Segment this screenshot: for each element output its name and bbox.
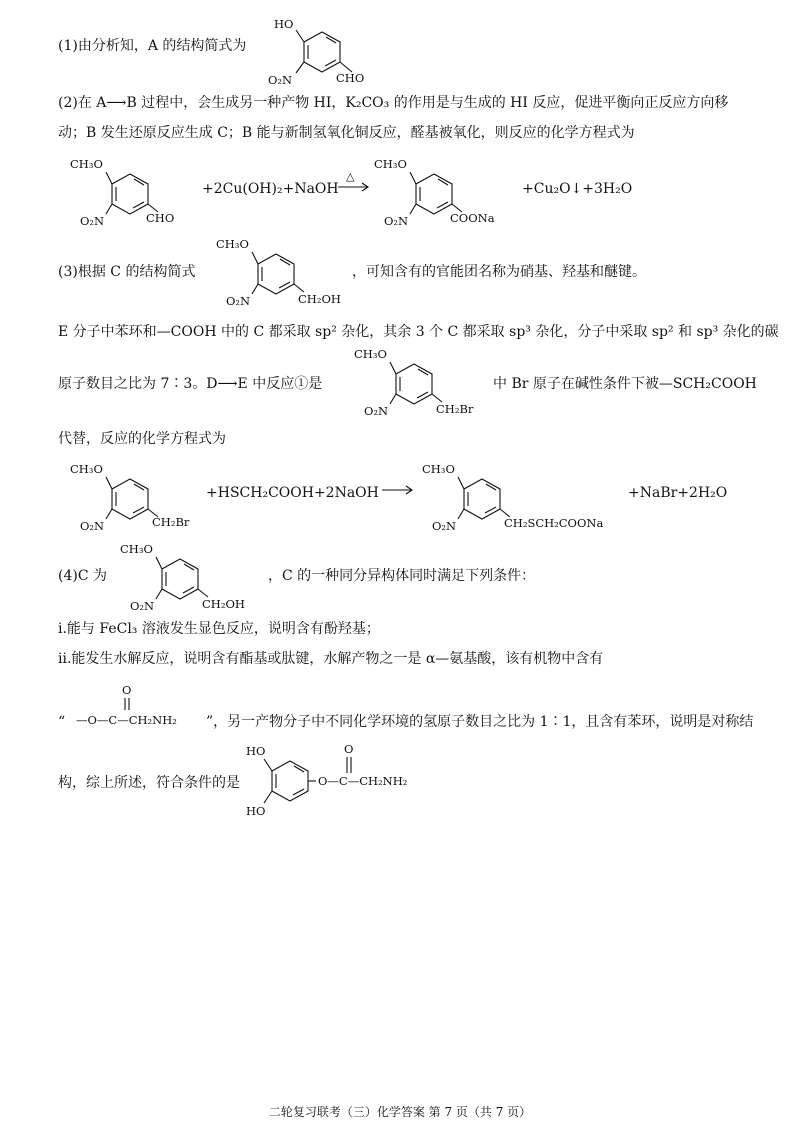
q2-line2: 动；B 发生还原反应生成 C；B 能与新制氢氧化铜反应，醛基被氧化，则反应的化学方程式为 (58, 125, 635, 141)
q2-eq-condition: △ (346, 170, 355, 183)
svg-text:COONa: COONa (450, 211, 495, 225)
label-ho: HO (274, 17, 294, 31)
svg-text:CH₂OH: CH₂OH (298, 292, 341, 306)
svg-text:CH₃O: CH₃O (120, 542, 153, 556)
q3-line2: E 分子中苯环和—COOH 中的 C 都采取 sp² 杂化，其余 3 个 C 都采取 sp³ 杂化，分子中采取 sp² 和 sp³ 杂化的碳 (58, 324, 779, 340)
label-cho: CHO (336, 71, 365, 85)
q4-prefix: (4)C 为 (58, 568, 107, 584)
svg-text:CH₂Br: CH₂Br (152, 515, 190, 529)
svg-text:CH₂Br: CH₂Br (436, 402, 474, 416)
molecule-a (260, 10, 390, 90)
q1-text: (1)由分析知，A 的结构简式为 (58, 38, 247, 54)
svg-text:CH₃O: CH₃O (374, 157, 407, 171)
q4-quote-close: ”，另一产物分子中不同化学环境的氢原子数目之比为 1∶1，且含有苯环，说明是对称结 (206, 714, 754, 730)
reaction-arrow-2 (382, 485, 414, 495)
svg-text:—O—C—CH₂NH₂: —O—C—CH₂NH₂ (76, 713, 177, 727)
svg-text:O₂N: O₂N (130, 599, 155, 613)
q2-eq-products: +Cu₂O↓+3H₂O (522, 181, 633, 197)
molecule-c (212, 230, 362, 310)
molecule-d-reactant (60, 455, 210, 535)
molecule-e-product (420, 455, 640, 535)
q3-eq-reagents: +HSCH₂COOH+2NaOH (206, 485, 379, 501)
q3-prefix: (3)根据 C 的结构简式 (58, 264, 196, 280)
label-o2n: O₂N (268, 73, 293, 87)
molecule-c-q4 (116, 535, 276, 615)
q2-line1: (2)在 A⟶B 过程中，会生成另一种产物 HI，K₂CO₃ 的作用是与生成的 HI 反应，促进平衡向正反应方向移 (58, 95, 729, 111)
svg-text:O₂N: O₂N (80, 214, 105, 228)
q3-line3-prefix: 原子数目之比为 7∶3。D⟶E 中反应①是 (58, 376, 323, 392)
svg-text:O₂N: O₂N (384, 214, 409, 228)
q4-quote-open: “ (58, 714, 66, 730)
molecule-b-product (372, 150, 532, 230)
svg-text:O₂N: O₂N (432, 519, 457, 533)
q4-suffix: ，C 的一种同分异构体同时满足下列条件： (268, 568, 536, 584)
svg-text:CH₃O: CH₃O (216, 237, 249, 251)
svg-text:O₂N: O₂N (226, 294, 251, 308)
q4-cond2: ⅱ.能发生水解反应，说明含有酯基或肽键，水解产物之一是 α—氨基酸，该有机物中含有 (58, 651, 604, 667)
svg-text:O—C—CH₂NH₂: O—C—CH₂NH₂ (318, 774, 408, 788)
molecule-b-reactant (60, 150, 200, 230)
svg-text:HO: HO (246, 744, 266, 758)
page-footer: 二轮复习联考（三）化学答案 第 7 页（共 7 页） (268, 1105, 532, 1119)
svg-text:O: O (344, 742, 354, 756)
reaction-arrow (338, 182, 370, 192)
svg-text:HO: HO (246, 804, 266, 818)
svg-text:CH₃O: CH₃O (70, 157, 103, 171)
benzene-ring (304, 32, 340, 72)
svg-text:CH₃O: CH₃O (354, 347, 387, 361)
molecule-answer (240, 735, 440, 820)
q3-line3-suffix: 中 Br 原子在碱性条件下被—SCH₂COOH (493, 376, 757, 392)
svg-text:O₂N: O₂N (364, 404, 389, 418)
svg-text:CH₂OH: CH₂OH (202, 597, 245, 611)
q4-final: 构，综上所述，符合条件的是 (58, 775, 240, 791)
q2-eq-reagents: +2Cu(OH)₂+NaOH (202, 181, 339, 197)
svg-text:CH₃O: CH₃O (70, 462, 103, 476)
fragment-ester-glycine (72, 680, 222, 730)
svg-text:O: O (122, 683, 132, 697)
q3-line4: 代替，反应的化学方程式为 (58, 431, 226, 447)
q3-eq-products: +NaBr+2H₂O (628, 485, 728, 501)
q4-cond1: ⅰ.能与 FeCl₃ 溶液发生显色反应，说明含有酚羟基； (58, 621, 380, 637)
svg-text:CH₃O: CH₃O (422, 462, 455, 476)
svg-text:CHO: CHO (146, 211, 175, 225)
svg-text:CH₂SCH₂COONa: CH₂SCH₂COONa (504, 516, 604, 530)
q3-suffix: ，可知含有的官能团名称为硝基、羟基和醚键。 (352, 264, 646, 280)
molecule-d (350, 340, 500, 420)
svg-text:O₂N: O₂N (80, 519, 105, 533)
